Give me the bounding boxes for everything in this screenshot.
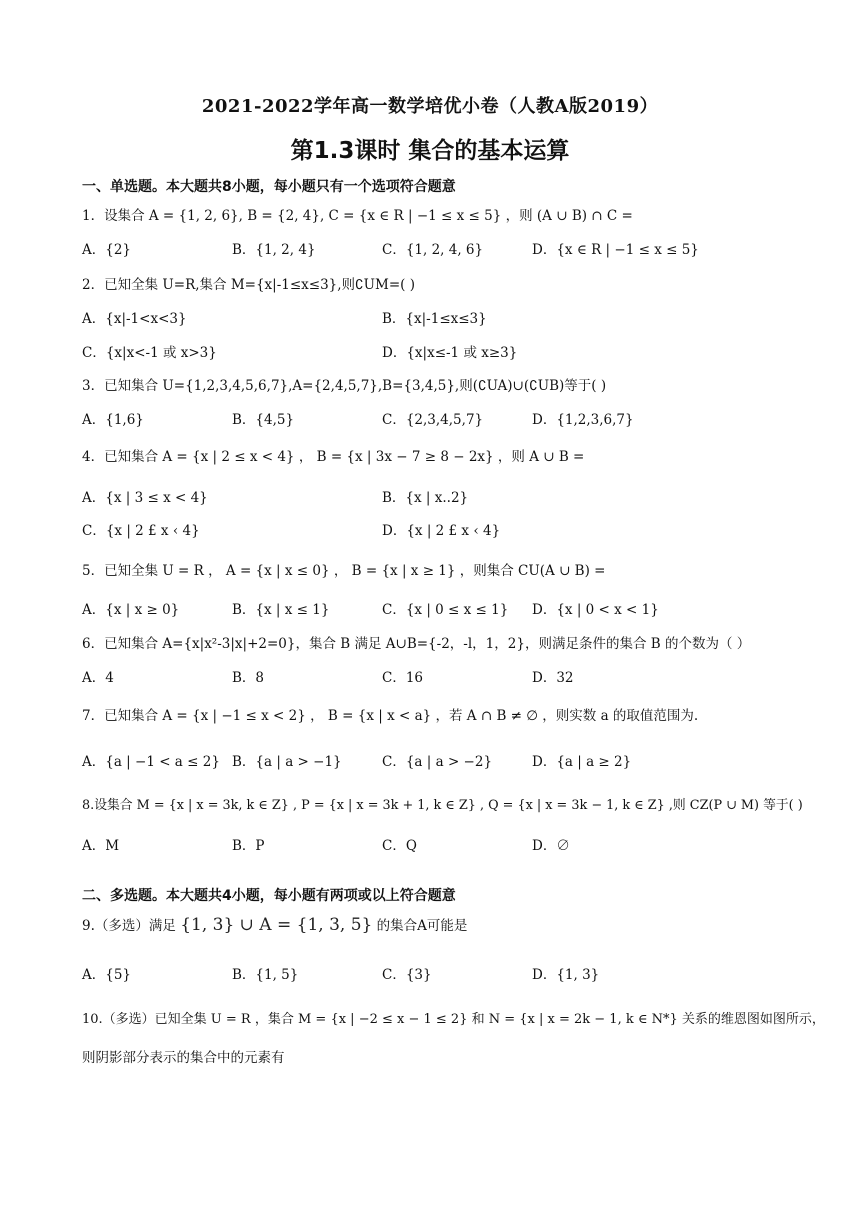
question-3-option-a: A．{1,6} — [82, 412, 144, 428]
question-2-option-d: D．{x|x≤-1 或 x≥3} — [382, 345, 518, 361]
question-4-option-d: D．{x | 2 £ x ‹ 4} — [382, 523, 501, 539]
section-single-choice: 一、单选题。本大题共8小题，每小题只有一个选项符合题意 — [82, 179, 456, 195]
question-7-option-c: C．{a | a > −2} — [382, 754, 493, 770]
question-5-stem: 5．已知全集 U = R ， A = {x | x ≤ 0} ， B = {x | x ≥ 1} ，则集合 CU(A ∪ B) = — [82, 563, 606, 579]
question-5-option-c: C．{x | 0 ≤ x ≤ 1} — [382, 602, 509, 618]
question-7-option-a: A．{a | −1 < a ≤ 2} — [82, 754, 220, 770]
question-6-option-b: B．8 — [232, 670, 265, 686]
question-9-option-d: D．{1, 3} — [532, 967, 600, 983]
question-1-stem: 1．设集合 A = {1, 2, 6}, B = {2, 4}, C = {x ∈ R | −1 ≤ x ≤ 5} ，则 (A ∪ B) ∩ C = — [82, 208, 633, 224]
question-4-option-b: B．{x | x..2} — [382, 490, 469, 506]
question-8-option-d: D．∅ — [532, 838, 570, 854]
question-8-option-a: A．M — [82, 838, 120, 854]
question-8-option-c: C．Q — [382, 838, 417, 854]
question-1-option-b: B．{1, 2, 4} — [232, 242, 316, 258]
question-1-option-c: C．{1, 2, 4, 6} — [382, 242, 484, 258]
question-6-option-c: C．16 — [382, 670, 424, 686]
question-1-option-a: A．{2} — [82, 242, 132, 258]
lesson-subtitle: 第1.3课时 集合的基本运算 — [290, 138, 570, 164]
question-9-formula: {1, 3} ∪ A = {1, 3, 5} — [180, 915, 373, 935]
question-9-option-b: B．{1, 5} — [232, 967, 299, 983]
question-2-stem: 2．已知全集 U=R,集合 M={x|-1≤x≤3},则∁UM=( ) — [82, 277, 415, 293]
question-7-option-b: B．{a | a > −1} — [232, 754, 342, 770]
question-10-stem: 10.（多选）已知全集 U = R ，集合 M = {x | −2 ≤ x − 1 ≤ 2} 和 N = {x | x = 2k − 1, k ∈ N*} 关系的维恩图如图所示， — [82, 1012, 825, 1027]
question-2-option-a: A．{x|-1<x<3} — [82, 311, 187, 327]
question-7-option-d: D．{a | a ≥ 2} — [532, 754, 632, 770]
question-6-option-a: A．4 — [82, 670, 114, 686]
question-3-option-b: B．{4,5} — [232, 412, 295, 428]
question-3-option-d: D．{1,2,3,6,7} — [532, 412, 634, 428]
question-6-option-d: D．32 — [532, 670, 574, 686]
question-3-option-c: C．{2,3,4,5,7} — [382, 412, 484, 428]
question-5-option-a: A．{x | x ≥ 0} — [82, 602, 180, 618]
question-10-stem-continued: 则阴影部分表示的集合中的元素有 — [82, 1050, 285, 1066]
question-2-option-c: C．{x|x<-1 或 x>3} — [82, 345, 217, 361]
question-7-stem: 7．已知集合 A = {x | −1 ≤ x < 2} ， B = {x | x < a} ，若 A ∩ B ≠ ∅ ，则实数 a 的取值范围为. — [82, 708, 699, 724]
question-4-option-c: C．{x | 2 £ x ‹ 4} — [82, 523, 200, 539]
question-4-stem: 4．已知集合 A = {x | 2 ≤ x < 4} ， B = {x | 3x − 7 ≥ 8 − 2x} ，则 A ∪ B = — [82, 449, 585, 465]
question-9-option-c: C．{3} — [382, 967, 432, 983]
question-9-option-a: A．{5} — [82, 967, 132, 983]
question-5-option-b: B．{x | x ≤ 1} — [232, 602, 330, 618]
question-6-stem: 6．已知集合 A={x|x²-3|x|+2=0}，集合 B 满足 A∪B={-2，-l，1，2}，则满足条件的集合 B 的个数为（ ） — [82, 636, 751, 652]
question-9-stem — [82, 914, 467, 935]
section-multiple-choice: 二、多选题。本大题共4小题，每小题有两项或以上符合题意 — [82, 888, 456, 904]
question-3-stem: 3．已知集合 U={1,2,3,4,5,6,7},A={2,4,5,7},B={3,4,5},则(∁UA)∪(∁UB)等于( ) — [82, 378, 607, 394]
question-5-option-d: D．{x | 0 < x < 1} — [532, 602, 659, 618]
exam-title: 2021-2022学年高一数学培优小卷（人教A版2019） — [201, 96, 659, 117]
question-1-option-d: D．{x ∈ R | −1 ≤ x ≤ 5} — [532, 242, 699, 258]
question-4-option-a: A．{x | 3 ≤ x < 4} — [82, 490, 208, 506]
question-8-stem: 8.设集合 M = {x | x = 3k, k ∈ Z} , P = {x | x = 3k + 1, k ∈ Z} , Q = {x | x = 3k − 1, k ∈ Z} ,则 CZ(P ∪ M) 等于( ) — [82, 798, 803, 813]
question-2-option-b: B．{x|-1≤x≤3} — [382, 311, 487, 327]
question-9-prefix: 9.（多选）满足 — [82, 918, 176, 934]
question-9-suffix: 的集合A可能是 — [376, 918, 468, 934]
question-8-option-b: B．P — [232, 838, 265, 854]
